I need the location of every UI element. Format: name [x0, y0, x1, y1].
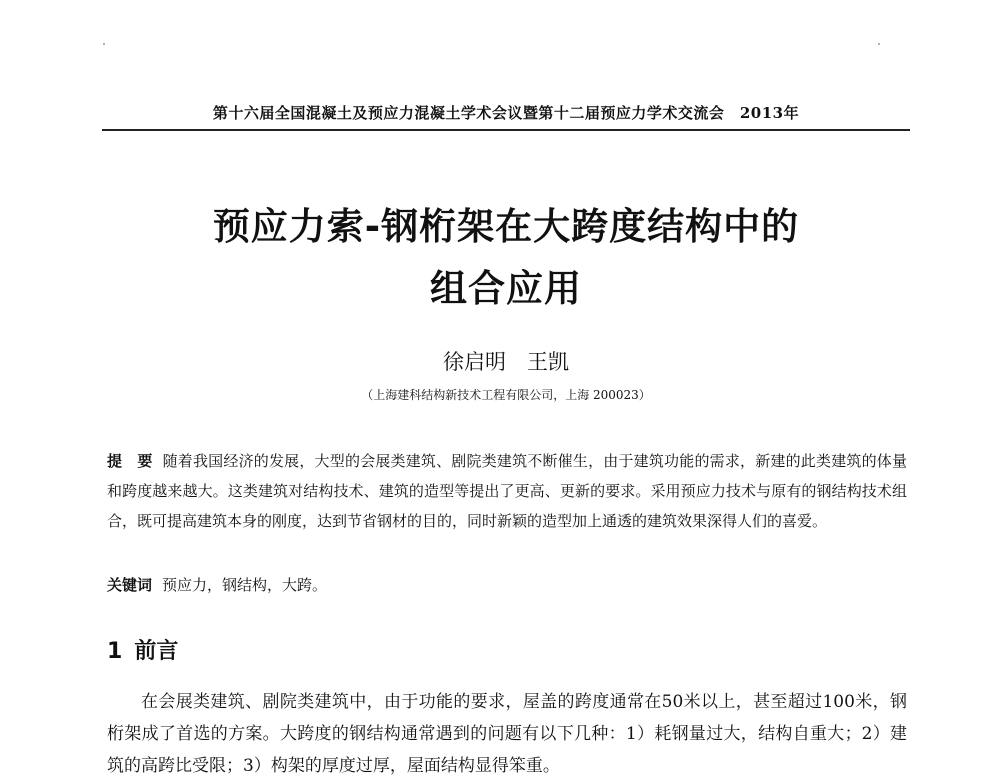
authors: 徐启明 王凯 — [443, 350, 569, 374]
scan-speck — [878, 43, 880, 45]
section-number: 1 — [107, 639, 123, 664]
header-rule — [102, 129, 910, 131]
paper-title-line-1: 预应力索-钢桁架在大跨度结构中的 — [212, 205, 800, 248]
affiliation: （上海建科结构新技术工程有限公司，上海 200023） — [361, 388, 651, 402]
keywords-text: 预应力，钢结构，大跨。 — [162, 576, 328, 594]
scan-speck — [103, 43, 105, 45]
section-heading — [107, 634, 178, 665]
running-head: 第十六届全国混凝土及预应力混凝土学术会议暨第十二届预应力学术交流会 2013年 — [212, 104, 800, 122]
keywords — [107, 574, 907, 595]
paper-title-line-2: 组合应用 — [430, 267, 582, 310]
keywords-label: 关键词 — [107, 576, 153, 594]
abstract-label: 提 要 — [107, 452, 153, 470]
abstract — [107, 446, 907, 536]
section-title: 前言 — [134, 639, 179, 664]
section-body-text: 在会展类建筑、剧院类建筑中，由于功能的要求，屋盖的跨度通常在50米以上，甚至超过100米，钢桁架成了首选的方案。大跨度的钢结构通常遇到的问题有以下几种：1）耗钢量过大，结构自重大；2）建筑的高跨比受限；3）构架的厚度过厚，屋面结构显得笨重。 — [107, 692, 907, 776]
abstract-text: 随着我国经济的发展，大型的会展类建筑、剧院类建筑不断催生，由于建筑功能的需求，新建的此类建筑的体量和跨度越来越大。这类建筑对结构技术、建筑的造型等提出了更高、更新的要求。采用预应力技术与原有的钢结构技术组合，既可提高建筑本身的刚度，达到节省钢材的目的，同时新颖的造型加上通透的建筑效果深得人们的喜爱。 — [107, 452, 907, 530]
